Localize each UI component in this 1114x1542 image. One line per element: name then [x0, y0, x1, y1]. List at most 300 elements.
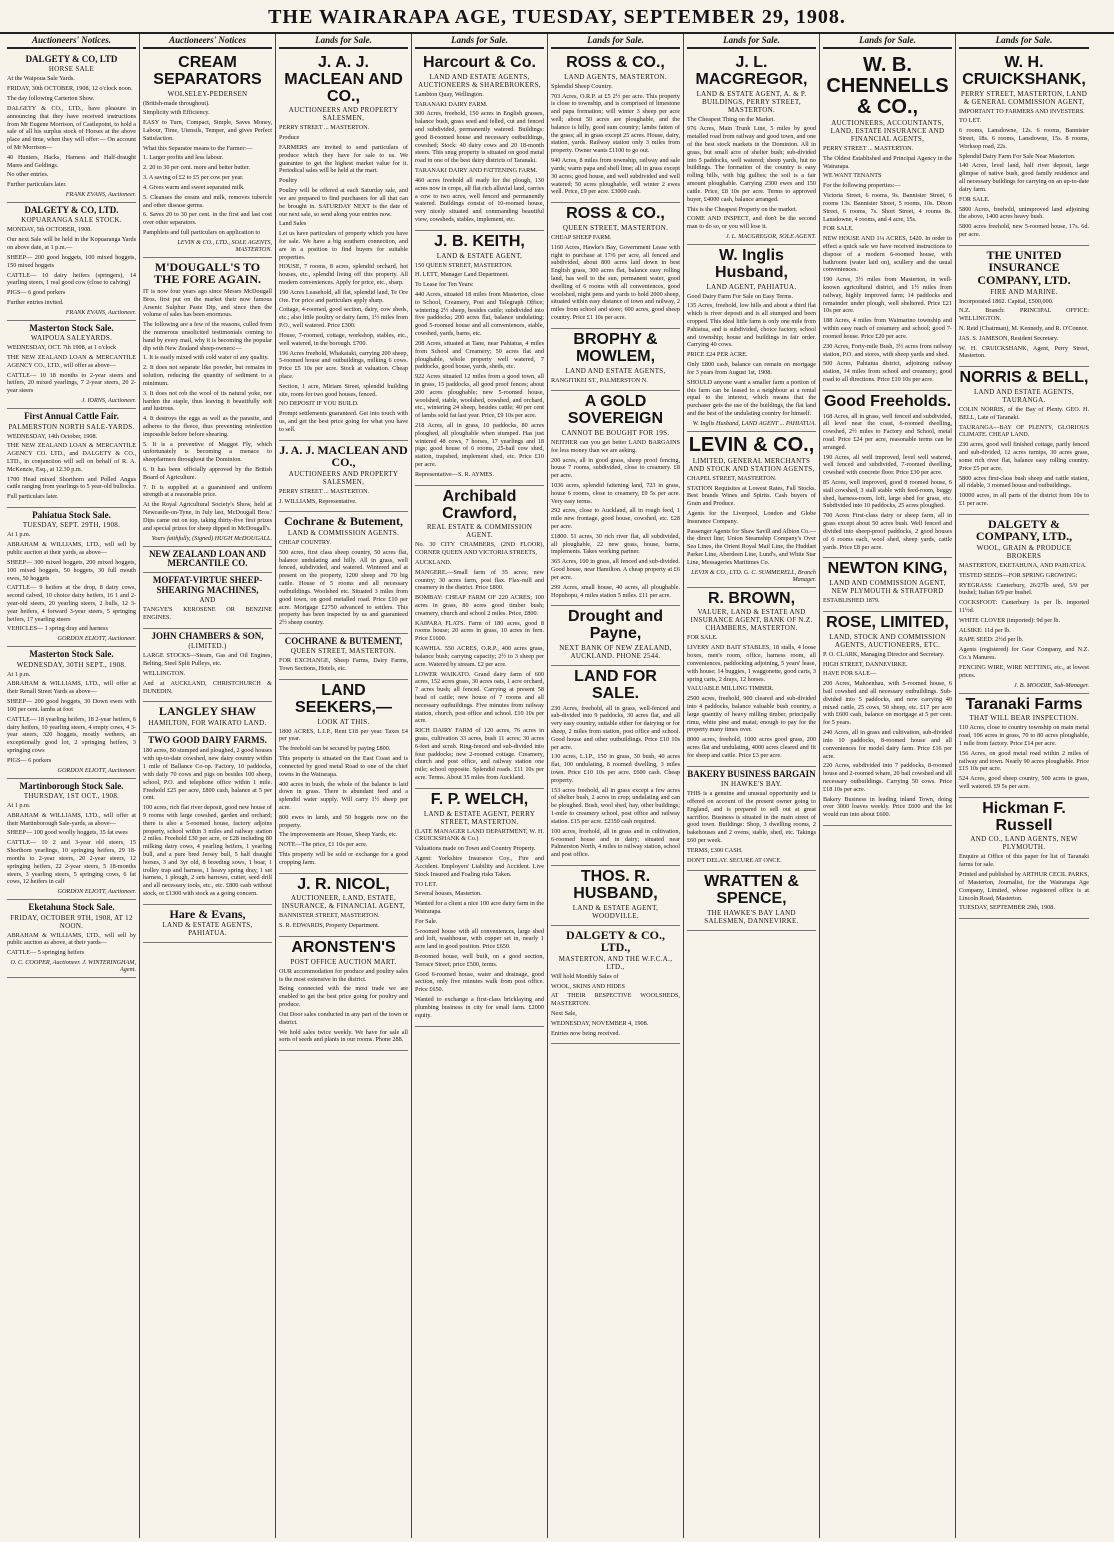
- column-5: [548, 34, 684, 1538]
- ad-text: IT is now four years ago since Messrs McDougall Bros. first put on the market their now famous Arsenic Sulphur Paste Dip, and since then the volume of sales has been enormous.: [143, 287, 272, 319]
- ad-text: 2. 20 to 30 per cent. more and better butter.: [143, 164, 250, 172]
- ad-text: Produce: [279, 134, 300, 142]
- advertisement: [551, 866, 680, 926]
- advertisement: [415, 231, 544, 486]
- ad-text: ABRAHAM & WILLIAMS, LTD., will sell by public auction as above, at their yards—: [7, 931, 136, 947]
- advertisement: [687, 767, 816, 872]
- advertisement: [551, 52, 680, 203]
- ad-subtitle: AUCTIONEERS, ACCOUNTANTS, LAND, ESTATE INSURANCE AND FINANCIAL AGENTS,: [830, 119, 945, 143]
- ad-text: 85 Acres, well improved, good 8 roomed house, 6 stall cowshed, 3 stall stable with feed-room, buggy shed, harness-room, loft, large shed for grass, etc. Subdivided into 10 paddocks, 25 acres ploughed.: [823, 479, 952, 510]
- ad-subtitle: (LIMITED.): [188, 642, 227, 651]
- ad-title: TWO GOOD DAIRY FARMS.: [148, 735, 267, 745]
- ad-text: 135 Acres, freehold, low hills and about a third flat which is river deposit and is all stumped and been cropped. This ideal little farm is only one mile from Pahiatua, and is subdivided, choice factory, school and township; house and buildings in fair order. Carrying 40 cows.: [687, 302, 816, 349]
- ad-text: MASTERTON, EKETAHUNA, AND PAHIATUA.: [959, 561, 1087, 569]
- ad-title: COCHRANE & BUTEMENT,: [284, 635, 403, 646]
- column-heading: Auctioneers' Notices: [143, 34, 272, 49]
- ad-text: LIVERY AND BAIT STABLES, 18 stalls, 4 loose boxes, men's room, office, harness room, all conveniences, paddocking adjoining, 5 years' lease, with house; 14 buggies, 1 waggonette, good carts, 3 spring carts, 2 drays, 12 horses.: [687, 644, 816, 683]
- ad-text: CATTLE— 18 yearling heifers, 18 2-year heifers, 6 dairy heifers, 10 yearling steers, 4 empty cows, 4 3-year steers, 320 hoggets, mostly wethers, an exceptionally good lot, 2 springing heifers, 3 springing cows: [7, 715, 136, 754]
- ad-text: Passenger Agents for Shaw Savill and Albion Co.—the direct line; Union Steamship Company's Over Sea Lines, the Orient Royal Mail Line, the Huddart Parker Line, Aberdeen Line, Lund's, and White Star Line, Messageries Maritimes Co.: [687, 527, 816, 566]
- ad-text: CHAPEL STREET, MASTERTON.: [687, 474, 777, 482]
- ad-text: CATTLE— 10 18 months to 2-year steers and heifers, 20 mixed yearlings, 7 2-year steers, 20 2-year steers: [7, 371, 136, 395]
- ad-title: Harcourt & Co.: [423, 54, 536, 71]
- ad-text: 1. Larger profits and less labour.: [143, 154, 224, 162]
- ad-title: CREAM SEPARATORS: [153, 54, 262, 88]
- ad-title: Drought and Payne,: [567, 608, 664, 643]
- ad-text: 1160 Acres, Hawke's Bay, Government Lease with right to purchase at 17/6 per acre, all fenced and subdivided, about 800 acres laid down in best English grass, 300 acres flat, balance easy rolling land, has well to the sun, permanent water, good dwelling of 6 rooms with all conveniences, good woolshed, night pens and yards to hold 2000 sheep, situated within easy distance of town and railway, 2 miles from school and store; 600 acres, good sheep country. Price £1 10s per acre.: [551, 243, 680, 322]
- ad-text: BANNISTER STREET, MASTERTON.: [279, 912, 380, 920]
- advertisement: [7, 52, 136, 203]
- ad-text: FRIDAY, 30th OCTOBER, 1908, 12 o'clock noon.: [7, 85, 133, 93]
- ad-text: 3. A saving of £2 to £5 per cow per year.: [143, 174, 244, 182]
- ad-subtitle: LAND AND COMMISSION AGENT, NEW PLYMOUTH & STRATFORD: [829, 579, 946, 596]
- ad-text: THE NEW ZEALAND LOAN & MERCANTILE AGENCY CO., LTD., will offer as above—: [7, 354, 136, 369]
- ad-text: 5. Cleanses the cream and milk, removes tubercle and other disease germs.: [143, 193, 272, 209]
- advertisement: [7, 321, 136, 409]
- advertisement: [687, 871, 816, 931]
- ad-text: ESTABLISHED 1879.: [823, 597, 880, 605]
- ad-text: Lambton Quay, Wellington.: [415, 90, 484, 98]
- advertisement: [823, 612, 952, 826]
- ad-title: DALGETY & CO, LTD: [25, 54, 118, 64]
- ad-text: 200 Acres, Mahoenhau, with 5-roomed house, 6 bail cowshed and all necessary outbuildings. Sub-divided into 5 paddocks, and now carrying 40 mixed cattle, 25 cows, 50 sheep, etc. £17 per acre with £600 cash, balance on mortgage at 5 per cent. for 5 years.: [823, 680, 952, 727]
- ad-text: FOR SALE.: [687, 634, 718, 642]
- ad-title: LAND SEEKERS,—: [295, 682, 392, 716]
- ad-signature: W. Inglis Husband, LAND AGENT ... PAHIATUA.: [692, 419, 816, 427]
- ad-text: RANGITIKEI ST., PALMERSTON N.: [551, 376, 648, 384]
- column-2: [140, 34, 276, 1538]
- advertisement: [143, 258, 272, 547]
- advertisement: [7, 647, 136, 778]
- ad-text: Valuations made on Town and Country Property.: [415, 845, 536, 853]
- ad-text: At 1 p.m.: [7, 531, 31, 539]
- ad-title: Taranaki Farms: [965, 695, 1083, 713]
- ad-text: 5-roomed house with all conveniences, large shed and loft, washhouse, with copper set in, nearly 1 acre land in good position. Price £650.: [415, 927, 544, 951]
- ad-subtitle: LAND AND ESTATE AGENTS, AUCTIONEERS & SHAREBROKERS,: [418, 72, 541, 89]
- advertisement: [279, 874, 408, 937]
- ad-text: LOWER WAIKATO. Grand dairy farm of 600 acres, 152 acres grass, 30 acres oats, 1 acre orchard, 7 acres bush; all fenced. Carrying at present 58 head of cattle; new house of 7 rooms and all necessary outbuildings. Five minutes from railway station, church, post office and school. £10 10s per acre.: [415, 670, 544, 725]
- ad-title: R. BROWN,: [707, 589, 796, 607]
- ad-text: The Cheapest Thing on the Market.: [687, 115, 775, 123]
- ad-signature: GORDON ELIOTT, Auctioneer.: [57, 766, 136, 774]
- ad-text: CATTLE— 10 2 and 3-year old steers, 15 Shorthorn yearlings, 10 springing heifers, 29 18-months to 2-year steers, 20 2-year steers, 12 springing heifers, 22 2-year steers, 5 18-months steers, 3 yearling steers, 5 springing cows, 6 fat cows, 12 heifers in calf: [7, 839, 136, 886]
- ad-text: (LATE MANAGER LAND DEPARTMENT, W. H. CRUICKSHANK & Co.): [415, 827, 544, 843]
- ad-subtitle: LAND & COMMISSION AGENTS.: [287, 529, 400, 538]
- ad-subtitle: LAND & ESTATE AGENT,: [436, 251, 523, 260]
- advertisement: [7, 900, 136, 978]
- ad-text: 100 acres, rich flat river deposit, good new house of 9 rooms with large cowshed, garden and orchard; there is also a 5-roomed house, factory adjoins property, school within 3 miles and railway station 2 miles. Freehold £30 per acre, or £28 including 80 milking dairy cows, 4 yearling heifers, 1 yearling bull, and a pure bred Jersey bull, 5 half draught horses, 3 and 3yr old, 8 breeding sows, 1 boar, 1 trolley trap and harness, 1 heavy spring dray, 1 set harness, 1 plough, 2 sets harrows, cutter, seed drill and all necessary tools, etc., etc. £800 cash without stock, or £1300 with stock as a going concern.: [143, 804, 272, 898]
- ad-text: WOOL, SKINS AND HIDES: [551, 982, 625, 990]
- ad-text: H. LETT, Manager Land Department.: [415, 271, 509, 279]
- ad-text: 240 Acres, all in grass and cultivation, sub-divided into 10 paddocks, 8-roomed house and all conveniences for model dairy farm. Price £16 per acre.: [823, 729, 952, 760]
- ad-subtitle: FRIDAY, OCTOBER 9TH, 1908, AT 12 NOON.: [10, 913, 133, 930]
- ad-text: 100 acres, freehold, all in grass and in cultivation, 6-roomed house and in dairy; situated near Palmerston North, 4 miles to railway station, school and post office.: [551, 827, 680, 859]
- advertisement: [143, 573, 272, 629]
- ad-text: For Sale.: [415, 917, 438, 925]
- ad-text: 800 ewes in lamb, and 50 hoggets now on the property.: [279, 813, 408, 829]
- ad-text: This is the Cheapest Property on the market.: [687, 205, 797, 213]
- ad-signature: GORDON ELIOTT, Auctioneer.: [57, 888, 136, 896]
- ad-text: 300 Acres, freehold, 150 acres in English grasses, balance bush, grass seed and felled, cut and fenced and subdivided, permanently watered. Buildings: good 8-roomed house and necessary outbuildings, cowshed; Stock: 40 dairy cows and 20 18-month steers. This snug property is situated on good metal road in one of the best dairy districts of Taranaki.: [415, 110, 544, 165]
- ad-text: PIGS— 6 good porkers: [7, 289, 66, 297]
- ad-text: KAWHIA. 550 ACRES, O.R.P., 400 acres grass, balance bush; carrying capacity; 2½ to 3 sheep per acre. Watered by stream. £2 per acre.: [415, 645, 544, 668]
- ad-text: RAPE SEED: 2½d per lb.: [959, 636, 1024, 644]
- ad-text: Good Dairy Farm For Sale on Easy Terms.: [687, 292, 793, 300]
- ad-subtitle: AUCTIONEER, LAND, ESTATE, INSURANCE, & FINANCIAL AGENT,: [281, 894, 406, 911]
- ad-subtitle: WAIPOUA SALEYARDS.: [30, 334, 113, 343]
- ad-text: 6 rooms, Lansdowne, 12s. 6 rooms, Bannister Street, 18s. 6 rooms, Lansdowne, 15s. 8 rooms, Worksop road, 22s.: [959, 127, 1089, 150]
- ad-text: STATION Requisites at Lowest Rates, Fall Stocks. Best brands Wines and Spirits. Cash buyers of Grain and Produce.: [687, 484, 816, 508]
- ad-subtitle: AUCTIONEERS AND PROPERTY SALESMEN,: [288, 106, 399, 123]
- ad-title: Cochrane & Butement,: [284, 514, 403, 529]
- masthead: [0, 0, 1114, 34]
- ad-text: Enquire at Office of this paper for list of Taranaki farms for sale.: [959, 853, 1089, 869]
- ad-subtitle: LAND & ESTATE AGENT, PERRY STREET, MASTERTON.: [423, 809, 536, 826]
- ad-text: 500 acres, first class sheep country, 50 acres flat, balance undulating and hilly. All in grass, well fenced, subdivided, and watered. Wintered and at present on the property, 1200 sheep and 70 big cattle. House of 5 rooms and all necessary outbuildings. Woolshed etc. Situated 3 miles from good town, on good metalled road. Price £10 per acre. Mortgage £2750 advanced to settlers. This property has been inspected by us and guaranteed 2½ sheep country.: [279, 548, 408, 627]
- ad-text: 440 Acres, situated 18 miles from Masterton, close to School, Creamery, Post and Telegraph Office; wintering 2½ sheep, besides cattle; subdivided into five paddocks; 200 acres flat, balance undulating; good 5-roomed house and all conveniences, stable, cowshed, yards, barns, etc.: [415, 291, 544, 338]
- ad-subtitle: IN HAWKE'S BAY.: [720, 780, 782, 789]
- ad-subtitle: HORSE SALE: [48, 65, 95, 74]
- ad-title: LANGLEY SHAW: [158, 704, 257, 719]
- ad-title: J. A. J. MACLEAN AND CO.,: [284, 54, 403, 105]
- ad-text: 6. It has been officially approved by the British Board of Agriculture.: [143, 466, 272, 481]
- ad-text: Will hold Monthly Sales of: [551, 972, 619, 980]
- ad-text: CATTLE— 5 springing heifers: [7, 949, 85, 957]
- ad-text: NEITHER can you get better LAND BARGAINS for less money than we are asking.: [551, 438, 680, 454]
- ad-subtitle: NEXT BANK OF NEW ZEALAND, AUCKLAND. PHONE 2544.: [559, 643, 672, 660]
- ad-text: TANGYE'S KEROSENE OR BENZINE ENGINES.: [143, 606, 272, 622]
- ad-text: At the Royal Agricultural Society's Show, held at Newcastle-on-Tyne, in July last, McDougall Bros.' Dips came out on top, taking thirty-five first prizes and special prizes for sheep dipped in McDougall's.: [143, 501, 272, 532]
- advertisement: [143, 733, 272, 905]
- ad-text: 400 acres in bush, the whole of the balance is laid down in grass. There is abundant feed and a splendid water supply. Will carry 1½ sheep per acre.: [279, 780, 408, 811]
- ad-signature: O. C. COOPER, Auctioneer. J. WINTERINGHAM, Agent.: [10, 959, 136, 973]
- column-heading: Lands for Sale.: [687, 34, 816, 49]
- ad-title: Hickman F. Russell: [982, 799, 1066, 834]
- ad-subtitle: AND CO., LAND AGENTS, NEW PLYMOUTH.: [970, 835, 1078, 852]
- ad-title: NEWTON KING,: [827, 560, 948, 578]
- ad-text: NO DEPOSIT IF YOU BUILD.: [279, 400, 359, 408]
- ad-text: TERMS, £300 CASH.: [687, 846, 743, 854]
- ad-text: Out Door sales conducted in any part of the town or district.: [279, 1010, 408, 1026]
- ad-text: 230 Acres, freehold, all in grass, well-fenced and sub-divided into 9 paddocks, 30 acres flat, and all very easy country, suitable either for dairying or for sheep, 2 miles from station, post office and school. Good house and other outbuildings. Price £10 10s per acre.: [551, 704, 680, 751]
- ad-text: 200 acres, all in good grass, sheep proof fencing, house 7 rooms, subdivided, close to creamery. £8 per acre.: [551, 456, 680, 480]
- ad-title: Martinborough Stock Sale.: [19, 780, 124, 791]
- column-heading: Lands for Sale.: [959, 34, 1089, 49]
- ad-text: Cottage, 4-roomed, good section, dairy, cow sheds, etc.; also little poultry or dairy farm, 1½ miles from P.O., well watered. Price £300.: [279, 306, 408, 330]
- ad-text: Incorporated 1862. Capital, £500,000.: [959, 297, 1054, 305]
- ad-title: J. L. MACGREGOR,: [695, 54, 808, 88]
- ad-text: JAS. S. JAMESON, Resident Secretary.: [959, 334, 1059, 342]
- ad-text: WEDNESDAY, NOVEMBER 4, 1908.: [551, 1019, 649, 1027]
- ad-text: 700 Acres First-class dairy or sheep farm, all in grass except about 50 acres bush. Well fenced and divided into sheep-proof paddocks, 2 good houses of 6 rooms each, wool shed, sheep yards, cattle yards. Price £8 per acre.: [823, 512, 952, 551]
- ad-text: TESTED SEEDS—FOR SPRING GROWING:: [959, 571, 1078, 579]
- ad-title: LEVIN & CO.,: [688, 433, 815, 456]
- ad-title: DALGETY & COMPANY, LTD.,: [975, 516, 1073, 544]
- ad-text: CHEAP COUNTRY.: [279, 539, 331, 547]
- ad-title: A GOLD SOVEREIGN: [567, 393, 664, 428]
- ad-subtitle: AND: [199, 596, 216, 605]
- ad-title: ROSS & CO.,: [566, 54, 665, 71]
- ad-text: The Oldest Established and Principal Agency in the Wairarapa.: [823, 154, 952, 170]
- ad-text: Printed and published by ARTHUR CECIL PARKS, of Masterton, Journalist, for the Wairarapa Age Company, Limited, whose registered office is at Lincoln Road, Masterton.: [959, 871, 1089, 902]
- ad-text: 2. It does not separate like powder, but remains in solution, reducing the quantity of sediment to a minimum.: [143, 364, 272, 387]
- ad-text: 299 Acres, small house, 40 acres, all ploughable. Hopuhopu, 4 miles station 5 miles. £11 per acre.: [551, 583, 680, 599]
- advertisement: [687, 588, 816, 767]
- ad-text: THIS is a genuine and unusual opportunity and is offered on account of the present owner going to England, and is prepared to sell out at great sacrifice. Business is situated in the main street of good town. Buildings: Shop, 3 dwelling rooms, 2 bakehouses and 2 ovens, stable, shed, etc. Takings £60 per week.: [687, 790, 816, 844]
- ad-text: Pamphlets and full particulars on application to: [143, 228, 261, 236]
- ad-text: NOTE—The price, £1 10s per acre.: [279, 841, 368, 849]
- ad-text: No other entries.: [7, 171, 49, 179]
- ad-signature: FRANK EVANS, Auctioneer.: [65, 191, 136, 198]
- ad-subtitle: TUESDAY, SEPT. 29TH, 1908.: [22, 521, 121, 530]
- ad-subtitle: LAND & ESTATE AGENT, WOODVILLE.: [572, 903, 659, 920]
- ad-text: N.Z. Branch: PRINCIPAL OFFICE: WELLINGTON.: [959, 307, 1089, 323]
- ad-text: Prompt settlements guaranteed. Get into touch with us, and get the best price going for what you have to sell.: [279, 410, 408, 433]
- advertisement: [279, 634, 408, 680]
- advertisement: [7, 409, 136, 508]
- ad-text: Full particulars later.: [7, 493, 59, 501]
- ad-text: SHOULD anyone want a smaller farm a portion of this farm can be leased to a neighbour at a rental equal to the interest, which means that the purchaser gets the use of the buildings, the flat land and the best of the undulating country for himself.: [687, 378, 816, 417]
- column-heading: Auctioneers' Notices.: [7, 34, 136, 49]
- ad-subtitle: LAND & ESTATE AGENT, A. & P. BUILDINGS, PERRY STREET, MASTERTON.: [696, 89, 807, 114]
- ad-text: WEDNESDAY, 14th October, 1908.: [7, 432, 98, 440]
- ad-subtitle: LAND AGENT, PAHIATUA.: [706, 282, 797, 291]
- ad-columns: [4, 34, 1112, 1538]
- advertisement: [279, 52, 408, 441]
- ad-text: Entries now being received.: [551, 1029, 621, 1037]
- ad-text: 188 Acres, 4 miles from Waimarino township and within easy reach of creamery and school; good 7-roomed house. Price £20 per acre.: [823, 317, 952, 340]
- ad-title: NEW ZEALAND LOAN AND MERCANTILE CO.: [148, 548, 267, 568]
- ad-signature: GORDON ELIOTT, Auctioneer.: [57, 635, 136, 643]
- ad-title: Good Freeholds.: [823, 392, 952, 410]
- ad-text: FOR SALE.: [823, 225, 854, 233]
- ad-text: 976 Acres, Main Trunk Line, 5 miles by good metalled road from railway and good town, and one of the best stock markets in the Dominion. All in grass, but small acre of shelter bush; sub-divided into 5 paddocks, well watered; sheep yards, hut no buildings. The formation of the country is easy rolling hills, with big gullies; the soil is a fair amount ploughable. Carrying 2300 ewes and 150 cattle. Price, £8 10s per acre. Terms to approved buyer, £4000 cash, balance arranged.: [687, 125, 816, 203]
- ad-text: 365 Acres, 100 in grass, all fenced and sub-divided. Good house, near Hamilton. A cheap property at £6 per acre.: [551, 558, 680, 581]
- advertisement: [551, 203, 680, 329]
- advertisement: [959, 798, 1089, 919]
- advertisement: [279, 441, 408, 513]
- ad-text: 5800 Acres, freehold, unimproved land adjoining the above, 1400 acres heavy bush.: [959, 205, 1089, 221]
- ad-text: Only £800 cash, balance can remain on mortgage for 3 years from August 1st, 1908.: [687, 361, 816, 376]
- ad-text: Poultry will be offered at each Saturday sale, and we are prepared to find purchasers for all that can be brought in. SATURDAY NEXT is the date of our next sale, so send along your entries now.: [279, 187, 408, 218]
- ad-subtitle: HAMILTON, FOR WAIKATO LAND.: [148, 719, 267, 727]
- ad-signature: LEVIN & CO., LTD., SOLE AGENTS, MASTERTON.: [177, 238, 272, 253]
- ad-text: MONDAY, 5th OCTOBER, 1908.: [7, 226, 92, 234]
- ad-text: 460 acres freehold all ready for the plough, 130 acres now in crops, all flat rich alluvial land, carries a cow to two acres, well fenced and permanently watered. Buildings consist of 10-roomed house, very nicely situated and commanding beautiful view, cowsheds, stables, implement, etc.: [415, 176, 544, 223]
- ad-text: W. H. CRUICKSHANK, Agent, Perry Street, Masterton.: [959, 344, 1089, 360]
- ad-text: 230 Acres, Forty-mile Bush, 3½ acres from railway station, P.O. and stores, with sheep yards and shed.: [823, 342, 952, 358]
- ad-text: LARGE STOCKS—Steam, Gas and Oil Engines, Belting, Steel Split Pulleys, etc.: [143, 652, 272, 668]
- ad-text: COME AND INSPECT, and don't be the second man to do so, or you will lose it.: [687, 215, 816, 231]
- ad-text: AUCKLAND.: [415, 558, 452, 566]
- ad-text: 190 Acres Leasehold, all flat, splendid land, Te Ore Ore. For price and particulars apply sharp.: [279, 288, 408, 304]
- ad-text: HIGH STREET, DANNEVIRKE.: [823, 660, 908, 668]
- advertisement: [823, 391, 952, 559]
- ad-text: 2500 acres, freehold, 900 cleared and sub-divided into 4 paddocks, balance valuable bush country, a large quantity of heavy milling timber, principally rimu, white pine and matai; enough to pay for the property many times over.: [687, 695, 816, 734]
- ad-text: MANGERE.—Small farm of 35 acres; new country; 30 acres farm, post flax. Flax-mill and creamery in the district. Price £800.: [415, 568, 544, 592]
- ad-title: Masterton Stock Sale.: [29, 649, 114, 660]
- ad-text: VALUABLE MILLING TIMBER.: [687, 685, 774, 693]
- ad-text: This property is situated on the East Coast and is connected by good metal Road to one of the chief towns in the Wairarapa.: [279, 755, 408, 778]
- ad-text: Further particulars later.: [7, 181, 67, 189]
- ad-text: 130 acres, L.I.P., 150 in grass, 30 bush, 40 acres flat, 100 undulating, 8 roomed dwelling, 3 miles town. Price £10 10s per acre. £600 cash. Cheap property.: [551, 753, 680, 784]
- ad-text: ABRAHAM & WILLIAMS, LTD., will sell by public auction at their yards, as above—: [7, 541, 136, 557]
- ad-text: 8-roomed house, well built, on a good section, Terrace Street; price £500, terms.: [415, 953, 544, 968]
- ad-text: TO LET.: [959, 117, 982, 125]
- advertisement: [959, 52, 1089, 246]
- ad-subtitle: LAND AND ESTATE AGENTS, TAURANGA.: [973, 388, 1075, 405]
- ad-text: COCKSFOOT: Canterbury 1s per lb. imported 11½d.: [959, 599, 1089, 615]
- ad-text: PRICE £24 PER ACRE.: [687, 351, 748, 359]
- ad-text: 4. It destroys the eggs as well as the parasite, and adheres to the fleece, thus preventing reinfection impossible before before shearing.: [143, 415, 272, 438]
- ad-title: J. A. J. MACLEAN AND CO.,: [279, 442, 408, 470]
- advertisement: [823, 52, 952, 391]
- ad-title: ARONSTEN'S: [291, 939, 396, 957]
- ad-text: For the following properties:—: [823, 182, 901, 190]
- ad-text: What this Separator means to the Farmer:—: [143, 144, 253, 152]
- ad-text: WELLINGTON.: [143, 669, 186, 677]
- advertisement: [143, 629, 272, 703]
- ad-text: Agent: Yorkshire Insurance Coy., Fire and Accident. Employers' Liability and Accident. Live Stock Insured and Foaling risks Taken.: [415, 855, 544, 878]
- ad-subtitle: MASTERTON, AND THE W.F.C.A., LTD.,: [558, 954, 673, 971]
- ad-text: (British-made throughout).: [143, 99, 210, 107]
- ad-subtitle: THURSDAY, 1ST OCT., 1908.: [23, 792, 120, 800]
- ad-title: First Annual Cattle Fair.: [24, 411, 119, 422]
- advertisement: [279, 680, 408, 874]
- column-3: [276, 34, 412, 1538]
- ad-subtitle: WOLSELEY-PEDERSEN: [167, 89, 248, 98]
- ad-subtitle: PALMERSTON NORTH SALE-YARDS.: [8, 422, 135, 431]
- advertisement: [143, 905, 272, 944]
- ad-text: At 1 p.m.: [7, 670, 31, 678]
- advertisement: [551, 606, 680, 666]
- ad-text: 5800 acres first-class bush sheep and cattle station, all ridable, 3 roomed house and outbuildings.: [959, 474, 1089, 490]
- ad-text: FOR SALE.: [959, 195, 990, 203]
- ad-subtitle: THAT WILL BEAR INSPECTION.: [969, 714, 1079, 723]
- advertisement: [551, 926, 680, 1045]
- ad-text: WHITE CLOVER (imported): 9d per lb.: [959, 616, 1061, 624]
- ad-title: Eketahuna Stock Sale.: [28, 902, 115, 913]
- ad-text: 524 Acres, good sheep country, 500 acres in grass, well watered. £9 5s per acre.: [959, 775, 1089, 791]
- ad-text: 1800 ACRES, L.I.P., Rent £18 per year. Taxes £4 per year.: [279, 727, 408, 743]
- ad-subtitle: THE HAWKE'S BAY LAND SALESMEN, DANNEVIRKE.: [704, 909, 799, 926]
- ad-text: TARANAKI DAIRY AND FATTENING FARM.: [415, 167, 538, 175]
- ad-text: The improvements are House, Sheep Yards, etc.: [279, 831, 398, 839]
- ad-text: 500 Acres, Pahiatua district, adjoining railway station, 14 miles from school and creamery; good road to all directions. Price £10 10s per acre.: [823, 360, 952, 383]
- ad-text: 156 Acres, on good metal road within 2 miles of railway and town. Nearly 90 acres ploughable. Price £15 10s per acre.: [959, 749, 1089, 773]
- ad-title: WRATTEN & SPENCE,: [704, 873, 799, 908]
- ad-text: AT THEIR RESPECTIVE WOOLSHEDS, MASTERTON.: [551, 992, 680, 1008]
- advertisement: [279, 937, 408, 1051]
- column-7: [820, 34, 956, 1538]
- ad-text: HAVE FOR SALE—: [823, 670, 877, 678]
- ad-text: 230 acres, good well finished cottage, partly fenced and sub-divided, 12 acres turnips, 30 acres grass, some rich river flat, balance easy rolling country. Price £5 per acre.: [959, 441, 1089, 472]
- ad-title: THE UNITED INSURANCE COMPANY, LTD.: [977, 247, 1071, 287]
- ad-text: And at AUCKLAND, CHRISTCHURCH & DUNEDIN.: [143, 679, 272, 695]
- ad-text: CATTLE— 10 dairy heifers (springers), 14 yearling steers, 1 real good cow (close to calving): [7, 271, 136, 287]
- ad-subtitle: VALUER, LAND & ESTATE AND INSURANCE AGENT, BANK OF N.Z. CHAMBERS, MASTERTON.: [690, 608, 813, 633]
- ad-text: KAIPARA FLATS. Farm of 180 acres, good 8 rooms house; 20 acres in grass, 10 acres in fern. Price £1600.: [415, 619, 544, 643]
- ad-text: HOUSE, 7 rooms, 8 acres, splendid orchard, hot houses, etc., splendid living off this property. All modern conveniences. Apply for price, etc., sharp.: [279, 263, 408, 287]
- ad-text: Splendid Dairy Farm For Sale Near Masterton.: [959, 152, 1076, 160]
- ad-text: FENCING WIRE, WIRE NETTING, etc., at lowest prices.: [959, 663, 1089, 679]
- ad-text: This property will be sold or exchange for a good cropping farm.: [279, 851, 408, 866]
- ad-text: 196 Acres freehold, Whakataki, carrying 200 sheep, 5-roomed house and outbuildings, milking 6 cows. Price £5 10s per acre. Stock at valuation. Cheap place.: [279, 349, 408, 380]
- ad-title: J. R. NICOL,: [297, 875, 390, 893]
- advertisement: [415, 486, 544, 789]
- ad-text: FOR EXCHANGE, Sheep Farms, Dairy Farms, Town Sections, Hotels, etc.: [279, 657, 408, 673]
- ad-title: M'DOUGALL'S TO THE FORE AGAIN.: [153, 259, 261, 287]
- ad-text: The day following Carterton Show.: [7, 95, 95, 103]
- advertisement: [143, 52, 272, 258]
- advertisement: [823, 558, 952, 612]
- ad-title: Pahiatua Stock Sale.: [32, 510, 111, 520]
- ad-text: THE NEW ZEALAND LOAN & MERCANTILE AGENCY CO. LTD., and DALGETY & CO., LTD., in conjunction will sell on behalf of R. A. McKenzie, Esq., at 12.30 p.m.: [7, 442, 136, 473]
- ad-text: FARMERS are invited to send particulars of produce which they have for sale to us. We guarantee to get the highest market value for it. Periodical sales will be held at the mart.: [279, 144, 408, 175]
- ad-text: 150 QUEEN STREET, MASTERTON.: [415, 261, 513, 269]
- ad-text: 190 Acres, 3½ miles from Masterton, in well-known agricultural district, and 1½ miles from railway, highly improved farm; 14 paddocks and remainder under plough, well sheltered. Price £21 10s per acre.: [823, 276, 952, 315]
- ad-text: ABRAHAM & WILLIAMS, LTD., will offer at their Renall Street Yards as above—: [7, 680, 136, 696]
- ad-text: PERRY STREET ... MASTERTON.: [279, 487, 370, 495]
- ad-text: Poultry: [279, 177, 298, 185]
- ad-text: 168 Acres, all in grass, well fenced and subdivided, all level near the coast, 6-roomed dwelling, cowshed, 2½ miles to Factory and School, metal road. Price £24 per acre, reasonable terms can be arranged.: [823, 412, 952, 451]
- ad-text: 110 Acres, close to country township on main metal road, 106 acres in grass, 70 to 80 acres ploughable, 1 mile from factory. Price £14 per acre.: [959, 724, 1089, 747]
- ad-subtitle: REAL ESTATE & COMMISSION AGENT.: [426, 523, 533, 540]
- ad-text: At 1 p.m.: [7, 802, 31, 809]
- masthead-title: THE WAIRARAPA AGE, TUESDAY, SEPTEMBER 29, 1908.: [268, 6, 846, 28]
- ad-text: 190 Acres, all well improved, level well watered, well fenced and subdivided, 7-roomed dwelling, cowshed with concrete floor. Price £30 per acre.: [823, 453, 952, 477]
- advertisement: [143, 547, 272, 574]
- ad-text: SHEEP— 100 good woolly hoggets, 35 fat ewes: [7, 829, 128, 837]
- ad-text: 7. It is supplied at a guaranteed and uniform strength at a reasonable price.: [143, 483, 272, 499]
- ad-text: 3. It does not rob the wool of its natural yoke, nor harden the staple, thus leaving it beautifully soft and lustrous.: [143, 389, 272, 413]
- ad-text: TAURANGA—BAY OF PLENTY, GLORIOUS CLIMATE. CHEAP LAND.: [959, 423, 1089, 439]
- ad-text: 940 Acres, 8 miles from township, railway and sale yards; warm papa and shell lime; all in grass except 30 acres; good house, and well subdivided and well watered; 50 acres ploughable, will winter 2 ewes well. Price, £9 per acre. £3000 cash.: [551, 157, 680, 196]
- ad-subtitle: QUEEN STREET, MASTERTON.: [290, 647, 397, 656]
- ad-text: Simplicity with Efficiency.: [143, 109, 210, 117]
- ad-title: ROSE, LIMITED,: [826, 613, 949, 631]
- advertisement: [687, 432, 816, 588]
- ad-text: Agents for the Liverpool, London and Globe Insurance Company.: [687, 510, 816, 525]
- advertisement: [959, 694, 1089, 798]
- ad-title: BAKERY BUSINESS BARGAIN: [687, 768, 816, 779]
- ad-signature: Yours faithfully, (Signed) HUGH McDOUGALL.: [151, 534, 272, 542]
- ad-text: S. R. EDWARDS, Property Department.: [279, 922, 380, 930]
- ad-title: W. H. CRUICKSHANK,: [962, 54, 1086, 88]
- ad-text: No. 30 CITY CHAMBERS, (2ND FLOOR), CORNER QUEEN AND VICTORIA STREETS,: [415, 541, 544, 557]
- ad-text: OUR accommodation for produce and poultry sales is the most extensive in the district.: [279, 967, 408, 983]
- ad-text: COLIN NORRIS, of the Bay of Plenty. GEO. H. BELL, Late of Taranaki.: [959, 406, 1089, 421]
- ad-text: Representative—S. R. AYMES.: [415, 470, 495, 478]
- column-heading: Lands for Sale.: [415, 34, 544, 49]
- ad-subtitle: LAND AGENTS, MASTERTON.: [564, 72, 667, 81]
- ad-subtitle: LOOK AT THIS.: [317, 717, 370, 726]
- ad-text: TO LET.: [415, 880, 438, 888]
- column-heading: Lands for Sale.: [823, 34, 952, 49]
- ad-title: Hare & Evans,: [169, 906, 246, 921]
- ad-text: 180 acres, 80 stumped and ploughed, 2 good houses with up-to-date cowshed, new dairy country within 1 mile of Ballance Co-op. Factory, 10 paddocks, with daily 70 cows and pigs on besides 100 sheep, school, P.O. and telephone office within 1 mile. Freehold £25 per acre, £800 cash, balance at 5 per cent.: [143, 747, 272, 802]
- ad-text: IMPORTANT TO FARMERS AND INVESTERS.: [959, 107, 1085, 115]
- ad-text: 8000 acres, freehold, 1000 acres good grass, 200 acres flat and undulating, 4000 acres cleared and fit for sheep and cattle. Price £3 per acre.: [687, 736, 816, 759]
- ad-text: Agents (registered) for Gear Company, and N.Z. Co.'s Manures.: [959, 646, 1089, 662]
- advertisement: [279, 512, 408, 634]
- ad-subtitle: LIMITED, GENERAL MERCHANTS AND STOCK AND STATION AGENTS,: [688, 456, 815, 473]
- ad-title: DALGETY & CO, LTD.: [24, 205, 119, 215]
- advertisement: [551, 666, 680, 866]
- ad-subtitle: KOPUARANGA SALE STOCK.: [21, 216, 122, 225]
- column-heading: Lands for Sale.: [551, 34, 680, 49]
- ad-title: W. Inglis Husband,: [715, 246, 788, 281]
- ad-text: WE WANT TENANTS: [823, 172, 882, 180]
